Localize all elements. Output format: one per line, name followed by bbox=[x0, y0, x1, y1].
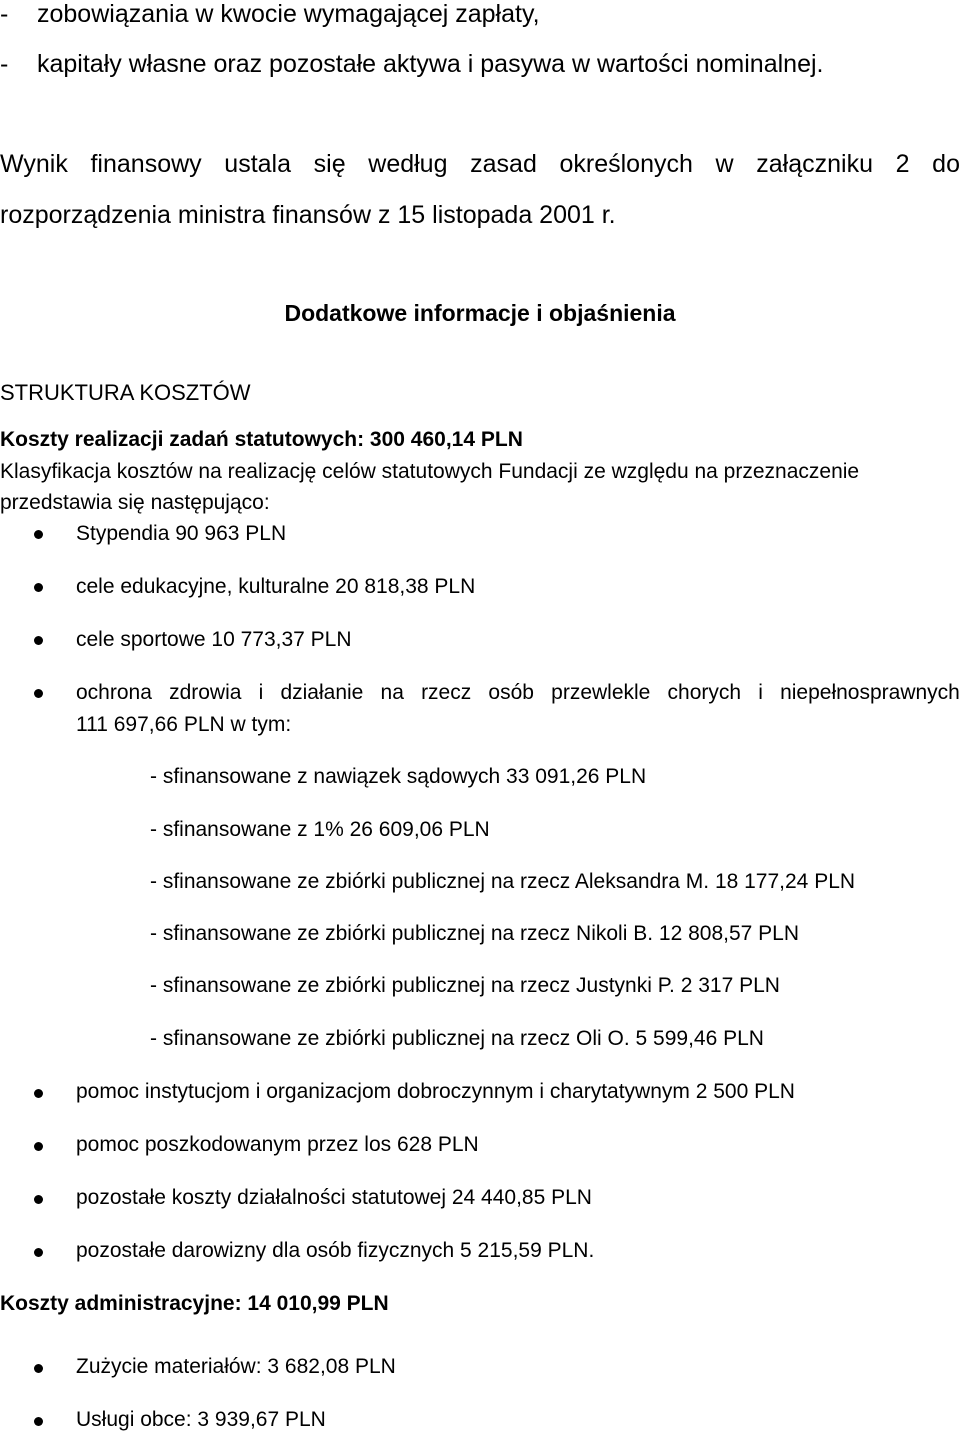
list-item-continuation: 111 697,66 PLN w tym: bbox=[76, 713, 292, 736]
list-item: Zużycie materiałów: 3 682,08 PLN bbox=[76, 1355, 396, 1378]
intro-dash-item bbox=[0, 0, 960, 30]
word: chorych bbox=[667, 681, 742, 704]
word: finansowy bbox=[90, 150, 202, 178]
list-item: cele sportowe 10 773,37 PLN bbox=[76, 628, 352, 651]
word: w bbox=[715, 150, 734, 178]
bullet-icon bbox=[34, 1248, 43, 1257]
intro-dash-item bbox=[0, 50, 960, 80]
word: określonych bbox=[559, 150, 693, 178]
bullet-icon bbox=[34, 583, 43, 592]
classification-line: przedstawia się następująco: bbox=[0, 491, 270, 514]
word: według bbox=[368, 150, 448, 178]
word: i bbox=[758, 681, 763, 704]
dash-item-text: zobowiązania w kwocie wymagającej zapłaty, bbox=[37, 0, 540, 28]
word: osób bbox=[488, 681, 534, 704]
sub-item: - sfinansowane z 1% 26 609,06 PLN bbox=[150, 818, 490, 841]
bullet-icon bbox=[34, 636, 43, 645]
word: Wynik bbox=[0, 150, 68, 178]
dash-marker: - bbox=[0, 50, 9, 78]
classification-line: Klasyfikacja kosztów na realizację celów statutowych Fundacji ze względu na przeznaczenie bbox=[0, 460, 860, 483]
bullet-icon bbox=[34, 530, 43, 539]
word: zdrowia bbox=[169, 681, 242, 704]
list-item: pomoc instytucjom i organizacjom dobroczynnym i charytatywnym 2 500 PLN bbox=[76, 1080, 795, 1103]
bullet-icon bbox=[34, 689, 43, 698]
list-item: cele edukacyjne, kulturalne 20 818,38 PLN bbox=[76, 575, 476, 598]
paragraph-line-justified bbox=[0, 150, 960, 179]
sub-item: - sfinansowane ze zbiórki publicznej na rzecz Nikoli B. 12 808,57 PLN bbox=[150, 922, 800, 945]
section-heading: Dodatkowe informacje i objaśnienia bbox=[284, 300, 676, 326]
list-item: pozostałe darowizny dla osób fizycznych 5 215,59 PLN. bbox=[76, 1239, 595, 1262]
word: przewlekle bbox=[551, 681, 651, 704]
sub-item: - sfinansowane ze zbiórki publicznej na rzecz Oli O. 5 599,46 PLN bbox=[150, 1027, 764, 1050]
sub-item: - sfinansowane ze zbiórki publicznej na rzecz Aleksandra M. 18 177,24 PLN bbox=[150, 870, 856, 893]
word: rzecz bbox=[421, 681, 472, 704]
word: zasad bbox=[470, 150, 537, 178]
bullet-icon bbox=[34, 1089, 43, 1098]
word: ustala bbox=[224, 150, 292, 178]
list-item-justified bbox=[76, 681, 960, 705]
dash-marker: - bbox=[0, 0, 9, 28]
paragraph-line: rozporządzenia ministra finansów z 15 listopada 2001 r. bbox=[0, 201, 616, 229]
list-item: pozostałe koszty działalności statutowej 24 440,85 PLN bbox=[76, 1186, 592, 1209]
bullet-icon bbox=[34, 1417, 43, 1426]
list-item: Stypendia 90 963 PLN bbox=[76, 522, 287, 545]
word: załączniku bbox=[756, 150, 873, 178]
word: 2 bbox=[895, 150, 910, 178]
word: działanie bbox=[280, 681, 364, 704]
word: do bbox=[932, 150, 960, 178]
list-item: pomoc poszkodowanym przez los 628 PLN bbox=[76, 1133, 479, 1156]
bullet-icon bbox=[34, 1195, 43, 1204]
sub-item: - sfinansowane z nawiązek sądowych 33 091,26 PLN bbox=[150, 765, 647, 788]
bullet-icon bbox=[34, 1142, 43, 1151]
section-label: STRUKTURA KOSZTÓW bbox=[0, 380, 251, 405]
statutory-total: Koszty realizacji zadań statutowych: 300 460,14 PLN bbox=[0, 428, 523, 451]
word: się bbox=[313, 150, 346, 178]
sub-item: - sfinansowane ze zbiórki publicznej na rzecz Justynki P. 2 317 PLN bbox=[150, 974, 780, 997]
word: niepełnosprawnych bbox=[780, 681, 960, 704]
bullet-icon bbox=[34, 1364, 43, 1373]
word: ochrona bbox=[76, 681, 152, 704]
list-item: Usługi obce: 3 939,67 PLN bbox=[76, 1408, 326, 1431]
dash-item-text: kapitały własne oraz pozostałe aktywa i pasywa w wartości nominalnej. bbox=[37, 50, 824, 78]
word: na bbox=[380, 681, 404, 704]
administrative-total: Koszty administracyjne: 14 010,99 PLN bbox=[0, 1292, 389, 1315]
word: i bbox=[258, 681, 264, 704]
